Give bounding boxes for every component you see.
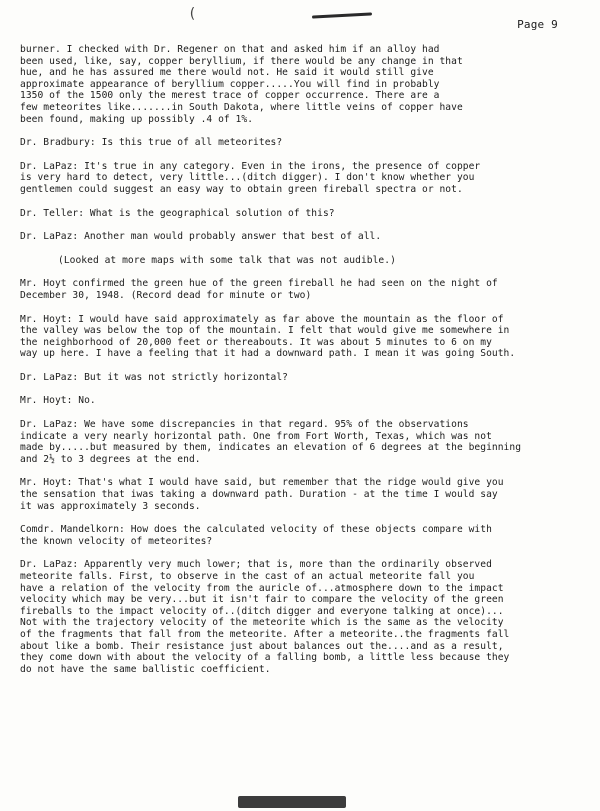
text-line: Dr. LaPaz: Apparently very much lower; that is, more than the ordinarily observed xyxy=(20,559,492,571)
text-line: hue, and he has assured me there would not. He said it would still give xyxy=(20,67,434,79)
text-line: Not with the trajectory velocity of the meteorite which is the same as the velocity xyxy=(20,617,504,629)
text-line: the sensation that iwas taking a downward path. Duration - at the time I would say xyxy=(20,489,498,501)
text-line: indicate a very nearly horizontal path. One from Fort Worth, Texas, which was not xyxy=(20,430,492,442)
text-line: 1350 of the 1500 only the merest trace of copper occurrence. There are a xyxy=(20,90,440,102)
text-line: Mr. Hoyt: No. xyxy=(20,395,96,407)
text-line: made by.....but measured by them, indicates an elevation of 6 degrees at the beginning xyxy=(20,442,522,454)
transcript-paragraph xyxy=(20,208,592,220)
transcript-paragraph xyxy=(20,524,592,547)
text-line: way up here. I have a feeling that it had a downward path. I mean it was going South. xyxy=(20,348,516,360)
text-line: December 30, 1948. (Record dead for minute or two) xyxy=(20,289,312,301)
text-line: it was approximately 3 seconds. xyxy=(20,500,201,512)
text-line: Mr. Hoyt confirmed the green hue of the green fireball he had seen on the night of xyxy=(20,278,498,290)
classification-stamp xyxy=(238,796,346,808)
text-line: Comdr. Mandelkorn: How does the calculated velocity of these objects compare with xyxy=(20,524,492,536)
text-line: they come down with about the velocity of a falling bomb, a little less because they xyxy=(20,652,510,664)
text-line: meteorite falls. First, to observe in the cast of an actual meteorite fall you xyxy=(20,571,475,582)
text-line: been found, making up possibly .4 of 1%. xyxy=(20,113,254,125)
text-line: burner. I checked with Dr. Regener on that and asked him if an alloy had xyxy=(20,44,440,55)
binder-hole-mark: ( xyxy=(188,6,197,22)
text-line: velocity which may be very...but it isn't fair to compare the velocity of the green xyxy=(20,594,504,606)
text-line: the valley was below the top of the mountain. I felt that would give me somewhere in xyxy=(20,325,510,337)
page-number: Page 9 xyxy=(517,18,558,31)
text-line: have a relation of the velocity from the auricle of...atmosphere down to the impact xyxy=(20,582,504,594)
text-line: fireballs to the impact velocity of..(ditch digger and everyone talking at once)... xyxy=(20,605,504,617)
text-line: Dr. Teller: What is the geographical solution of this? xyxy=(20,207,335,219)
transcript-paragraph xyxy=(20,161,592,196)
transcript-paragraph xyxy=(20,419,592,465)
text-line: the known velocity of meteorites? xyxy=(20,535,213,547)
text-line: Dr. LaPaz: It's true in any category. Even in the irons, the presence of copper xyxy=(20,160,481,172)
text-line: Dr. LaPaz: But it was not strictly horizontal? xyxy=(20,371,288,383)
transcript-paragraph xyxy=(20,477,592,512)
text-line: and 2½ to 3 degrees at the end. xyxy=(20,453,201,465)
text-line: few meteorites like.......in South Dakota, where little veins of copper have xyxy=(20,101,463,113)
text-line: do not have the same ballistic coefficient. xyxy=(20,663,271,675)
text-line: the neighborhood of 20,000 feet or thereabouts. It was about 5 minutes to 6 on my xyxy=(20,336,492,348)
transcript-paragraph xyxy=(20,395,592,407)
transcript-paragraph xyxy=(20,559,592,675)
transcript-paragraph xyxy=(20,314,592,360)
text-line: gentlemen could suggest an easy way to obtain green fireball spectra or not. xyxy=(20,183,463,195)
transcript-paragraph xyxy=(20,231,592,243)
text-line: (Looked at more maps with some talk that was not audible.) xyxy=(58,254,396,266)
transcript-paragraph xyxy=(20,255,592,267)
transcript-paragraph xyxy=(20,372,592,384)
text-line: is very hard to detect, very little...(ditch digger). I don't know whether you xyxy=(20,172,475,184)
text-line: Mr. Hoyt: I would have said approximately as far above the mountain as the floor of xyxy=(20,313,504,325)
text-line: Dr. LaPaz: Another man would probably answer that best of all. xyxy=(20,231,382,243)
transcript-paragraph xyxy=(20,278,592,301)
text-line: been used, like, say, copper beryllium, if there would be any change in that xyxy=(20,55,463,67)
text-line: Mr. Hoyt: That's what I would have said, but remember that the ridge would give you xyxy=(20,477,504,489)
transcript-body xyxy=(20,44,592,687)
text-line: about like a bomb. Their resistance just about balances out the....and as a result, xyxy=(20,640,504,652)
text-line: of the fragments that fall from the meteorite. After a meteorite..the fragments fall xyxy=(20,628,510,640)
text-line: approximate appearance of beryllium copper.....You will find in probably xyxy=(20,78,440,90)
transcript-paragraph xyxy=(20,44,592,125)
redaction-mark xyxy=(312,12,372,18)
text-line: Dr. Bradbury: Is this true of all meteorites? xyxy=(20,137,283,149)
text-line: Dr. LaPaz: We have some discrepancies in that regard. 95% of the observations xyxy=(20,419,469,431)
transcript-paragraph xyxy=(20,137,592,149)
